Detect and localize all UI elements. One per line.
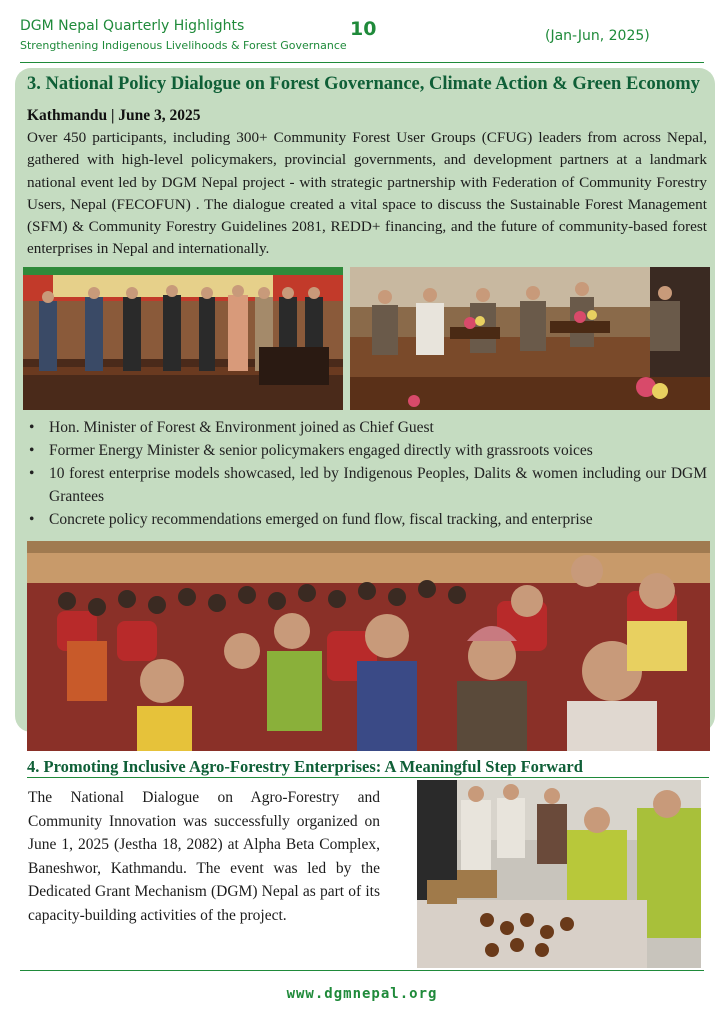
newsletter-subtitle: Strengthening Indigenous Livelihoods & Forest Governance (20, 39, 347, 52)
section3-paragraph: Over 450 participants, including 300+ Community Forest User Groups (CFUG) leaders from across Nepal, gathered with high-level policymakers, provincial governments, and development partners at a landmark national event led by DGM Nepal project - with strategic partnership with Federation of Community Forestry Users, Nepal (FECOFUN) . The dialogue created a vital space to discuss the Sustainable Forest Management (SFM) & Community Forestry Guidelines 2081, REDD+ financing, and the future of community-based forest enterprises in Nepal and internationally. (27, 129, 707, 258)
newsletter-title: DGM Nepal Quarterly Highlights (20, 18, 245, 34)
bullet-item: • Former Energy Minister & senior policymakers engaged directly with grassroots voices (29, 442, 593, 459)
agroforestry-products-photo (417, 780, 701, 968)
section4-divider (27, 777, 709, 778)
seated-panel-photo (350, 267, 710, 410)
header-divider (20, 62, 704, 63)
footer-divider (20, 970, 704, 971)
section3-title: 3. National Policy Dialogue on Forest Governance, Climate Action & Green Economy (27, 74, 700, 94)
bullet-item: • Hon. Minister of Forest & Environment joined as Chief Guest (29, 419, 434, 436)
section3-dateline: Kathmandu | June 3, 2025 (27, 107, 201, 124)
page-number: 10 (350, 18, 377, 40)
bullet-item: • 10 forest enterprise models showcased, led by Indigenous Peoples, Dalits & women including our DGM Grantees (29, 465, 707, 505)
section3-bullet-list (27, 417, 707, 532)
website-link[interactable]: www.dgmnepal.org (286, 986, 438, 1002)
period-label: (Jan-Jun, 2025) (545, 28, 650, 44)
bullet-item: • Concrete policy recommendations emerged on fund flow, fiscal tracking, and enterprise (29, 510, 593, 528)
section4-title: 4. Promoting Inclusive Agro-Forestry Enterprises: A Meaningful Step Forward (27, 757, 583, 776)
section4-paragraph: The National Dialogue on Agro-Forestry and Community Innovation was successfully organized on June 1, 2025 (Jestha 18, 2082) at Alpha Beta Complex, Baneshwor, Kathmandu. The event was led by the Dedicated Grant Mechanism (DGM) Nepal as part of its capacity-building activities of the project. (28, 789, 380, 924)
stage-dignitaries-photo (23, 267, 343, 410)
audience-photo (27, 541, 710, 751)
